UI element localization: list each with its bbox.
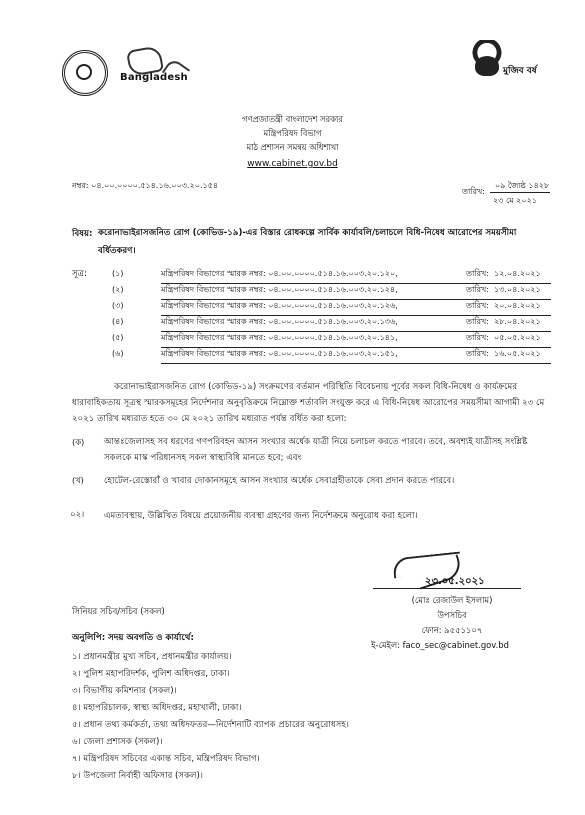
reference-date: ২৮.০৪.২০২১ (494, 317, 541, 326)
clause-number: (ক) (72, 437, 85, 447)
reference-line (161, 363, 551, 364)
reference-row (112, 332, 550, 348)
subject-label: বিষয়: (72, 229, 93, 239)
header-line-2: মন্ত্রিপরিষদ বিভাগ (263, 128, 322, 138)
brand-name: Bangladesh (120, 72, 188, 83)
portrait-icon (470, 40, 504, 82)
reference-row (112, 300, 550, 316)
reference-text: মন্ত্রিপরিষদ বিভাগের স্মারক নম্বর: ০৪.০০.০০০০.৫১৪.১৬.০০৩.২০.১২৪, (161, 285, 398, 294)
reference-row (112, 268, 550, 284)
date-label: তারিখ: (462, 187, 485, 196)
reference-date-label: তারিখ: (466, 269, 489, 278)
signature-line (373, 588, 521, 589)
reference-number: (৩) (112, 301, 124, 310)
copy-item: ৬। জেলা প্রশাসক (সকল)। (72, 737, 163, 747)
reference-number: (২) (112, 285, 124, 294)
date-bengali: ০৯ জ্যৈষ্ঠ ১৪২৮ (495, 181, 550, 190)
subject-text: করোনাভাইরাসজনিত রোগ (কোভিড-১৯)-এর বিস্তার রোধকল্পে সার্বিক কার্যাবলি/চলাচলে বিধি-নিষেধ আরোপের সময়সীমা বর্ধিতকরণ। (98, 228, 517, 256)
date-gregorian: ২৩ মে ২০২১ (493, 196, 537, 205)
copy-item: ৪। মহাপরিচালক, স্বাস্থ্য অধিদপ্তর, মহাখালী, ঢাকা। (72, 703, 242, 713)
copy-item: ২। পুলিশ মহাপরিদর্শক, পুলিশ অধিদপ্তর, ঢাকা। (72, 669, 230, 679)
main-paragraph: করোনাভাইরাসজনিত রোগ (কোভিড-১৯) সংক্রমণের বর্তমান পরিস্থিতি বিবেচনায় পূর্বের সকল বিধি-নিষেধ ও কার্যক্রমের ধারাবাহিকতায় সূত্রস্থ স্মারকসমূহের নির্দেশনার অনুবৃত্তিক্রমে নিম্নোক্ত শর্তাবলি সংযুক্ত করে এ বিধি-নিষেধ আরোপের সময়সীমা আগামী ২৩ মে ২০২১ তারিখ মধ্যরাত হতে ৩০ মে ২০২১ তারিখ মধ্যরাত পর্যন্ত বর্ধিত করা হলো: (72, 382, 545, 424)
reference-text: মন্ত্রিপরিষদ বিভাগের স্মারক নম্বর: ০৪.০০.০০০০.৫১৪.১৬.০০৩.২০.১২৬, (161, 301, 398, 310)
reference-date: ১৩.০৪.২০২১ (494, 285, 541, 294)
memo-number: নম্বর: ০৪.০০.০০০০.৫১৪.১৬.০০৩.২০.১৫৪ (72, 181, 219, 190)
header-line-1: গণপ্রজাতন্ত্রী বাংলাদেশ সরকার (242, 114, 343, 124)
reference-date: ০৫.০৫.২০২১ (494, 333, 541, 342)
reference-number: (১) (112, 269, 124, 278)
reference-date-label: তারিখ: (466, 301, 489, 310)
reference-row (112, 284, 550, 300)
reference-row (112, 348, 550, 364)
recipient: সিনিয়র সচিব/সচিব (সকল) (72, 607, 165, 617)
copy-title: অনুলিপি: সদয় অবগতি ও কার্যার্থে: (72, 633, 194, 643)
copy-item: ৭। মন্ত্রিপরিষদ সচিবের একান্ত সচিব, মন্ত্রিপরিষদ বিভাগ। (72, 754, 260, 764)
references-label: সূত্র: (72, 269, 87, 279)
signature-date: ২৩.০৫.২০২১ (425, 576, 485, 587)
clause-text: হোটেল-রেস্তোরাঁ ও খাবার দোকানসমূহে আসন সংখ্যার অর্ধেক সেবাগ্রহীতাকে সেবা প্রদান করতে পারবে। (104, 476, 455, 486)
copy-item: ১। প্রধানমন্ত্রীর মুখ্য সচিব, প্রধানমন্ত্রীর কার্যালয়। (72, 652, 232, 662)
signer-email[interactable]: ই-মেইল: faco_sec@cabinet.gov.bd (371, 640, 509, 650)
reference-date-label: তারিখ: (466, 285, 489, 294)
reference-number: (৫) (112, 333, 124, 342)
reference-date-label: তারিখ: (466, 349, 489, 358)
government-seal-icon (62, 50, 108, 96)
paragraph-number: ০২। (70, 510, 85, 520)
reference-text: মন্ত্রিপরিষদ বিভাগের স্মারক নম্বর: ০৪.০০.০০০০.৫১৪.১৬.০০৩.২০.১৫১, (161, 349, 398, 358)
reference-text: মন্ত্রিপরিষদ বিভাগের স্মারক নম্বর: ০৪.০০.০০০০.৫১৪.১৬.০০৩.২০.১৩৬, (161, 317, 398, 326)
reference-number: (৪) (112, 317, 124, 326)
reference-date-label: তারিখ: (466, 333, 489, 342)
reference-date: ২০.০৪.২০২১ (494, 301, 541, 310)
website-text[interactable]: www.cabinet.gov.bd (247, 159, 338, 169)
reference-row (112, 316, 550, 332)
copy-item: ৫। প্রধান তথ্য কর্মকর্তা, তথ্য অধিদফতর—নির্দেশনাটি ব্যাপক প্রচারের অনুরোধসহ। (72, 720, 349, 730)
request-paragraph: এমতাবস্থায়, উল্লিখিত বিষয়ে প্রয়োজনীয় ব্যবস্থা গ্রহণের জন্য নির্দেশক্রমে অনুরোধ করা হলো। (104, 511, 418, 521)
reference-date: ১৬.০৫.২০২১ (494, 349, 541, 358)
reference-date-label: তারিখ: (466, 317, 489, 326)
signer-designation: উপসচিব (437, 610, 467, 620)
reference-text: মন্ত্রিপরিষদ বিভাগের স্মারক নম্বর: ০৪.০০.০০০০.৫১৪.১৬.০০৩.২০.১৪১, (161, 333, 398, 342)
copy-item: ৩। বিভাগীয় কমিশনার (সকল)। (72, 686, 177, 696)
reference-number: (৬) (112, 349, 124, 358)
website-link[interactable] (0, 157, 585, 171)
copy-item: ৮। উপজেলা নির্বাহী অফিসার (সকল)। (72, 771, 203, 781)
clause-number: (খ) (72, 475, 84, 485)
reference-date: ১২.০৪.২০২১ (494, 269, 541, 278)
header-line-3: মাঠ প্রশাসন সমন্বয় অধিশাখা (246, 142, 339, 152)
portrait-caption: মুজিব বর্ষ (503, 66, 537, 76)
signer-name: (মোঃ রেজাউল ইসলাম) (411, 595, 493, 605)
reference-text: মন্ত্রিপরিষদ বিভাগের স্মারক নম্বর: ০৪.০০.০০০০.৫১৪.১৬.০০৩.২০.১২০, (161, 269, 398, 278)
signer-block (371, 593, 512, 653)
clause-text: আন্তঃজেলাসহ সব ধরণের গণপরিবহন আসন সংখ্যার অর্ধেক যাত্রী নিয়ে চলাচল করতে পারবে। তবে, অবশ্যই যাত্রীসহ সংশ্লিষ্ট সকলকে মাস্ক পরিধানসহ সকল স্বাস্থ্যবিধি মানতে হবে; এবং (104, 437, 528, 463)
signer-phone: ফোন: ৯৫৫১১০৭ (421, 625, 483, 635)
date-divider (490, 192, 550, 193)
